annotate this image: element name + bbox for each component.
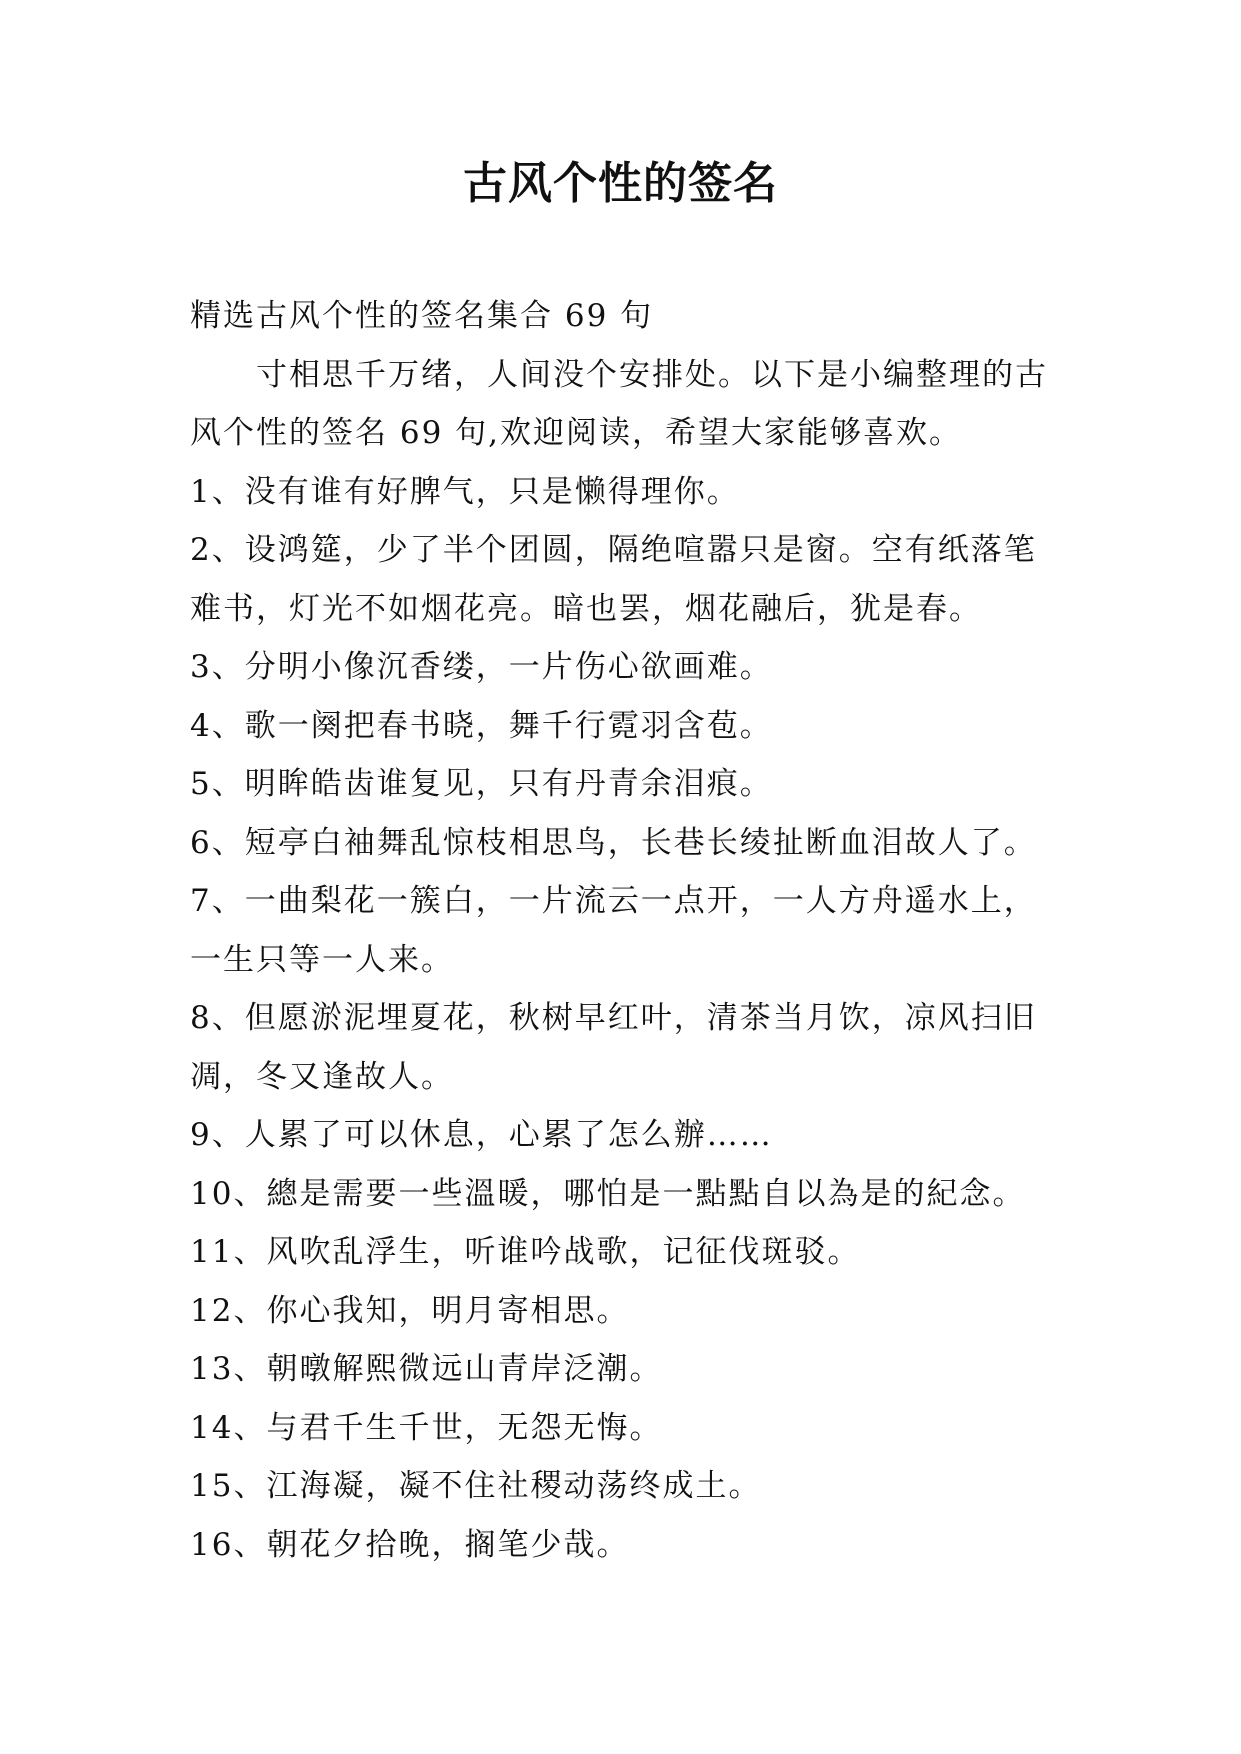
intro-paragraph: 寸相思千万绪，人间没个安排处。以下是小编整理的古风个性的签名 69 句,欢迎阅读，希望大家能够喜欢。 bbox=[190, 356, 1048, 451]
list-item: 4、歌一阕把春书晓，舞千行霓羽含苞。 bbox=[190, 707, 773, 744]
list-item: 1、没有谁有好脾气，只是懒得理你。 bbox=[190, 473, 740, 510]
page-title: 古风个性的签名 bbox=[463, 158, 778, 209]
list-item: 11、风吹乱浮生，听谁吟战歌，记征伐斑驳。 bbox=[190, 1234, 861, 1270]
list-item: 3、分明小像沉香缕，一片伤心欲画难。 bbox=[190, 649, 773, 685]
list-item: 10、總是需要一些溫暖，哪怕是一點點自以為是的紀念。 bbox=[190, 1175, 1026, 1212]
list-item: 5、明眸皓齿谁复见，只有丹青余泪痕。 bbox=[190, 766, 773, 802]
list-item: 8、但愿淤泥埋夏花，秋树早红叶，清茶当月饮，凉风扫旧凋，冬又逢故人。 bbox=[190, 1000, 1037, 1095]
document-body bbox=[190, 287, 1060, 1574]
list-item: 13、朝暾解熙微远山青岸泛潮。 bbox=[190, 1351, 663, 1387]
list-item: 7、一曲梨花一簇白，一片流云一点开，一人方舟遥水上，一生只等一人来。 bbox=[190, 883, 1037, 978]
list-item: 9、人累了可以休息，心累了怎么辦…… bbox=[190, 1117, 773, 1153]
document-subtitle: 精选古风个性的签名集合 69 句 bbox=[190, 298, 654, 334]
list-item: 16、朝花夕拾晚，搁笔少哉。 bbox=[190, 1526, 630, 1563]
list-item: 2、设鸿筵，少了半个团圆，隔绝喧嚣只是窗。空有纸落笔难书，灯光不如烟花亮。暗也罢，烟花融后，犹是春。 bbox=[190, 532, 1037, 627]
list-item: 15、江海凝，凝不住社稷动荡终成土。 bbox=[190, 1468, 762, 1504]
list-item: 12、你心我知，明月寄相思。 bbox=[190, 1292, 630, 1329]
list-item: 14、与君千生千世，无怨无悔。 bbox=[190, 1409, 663, 1446]
list-item: 6、短亭白袖舞乱惊枝相思鸟，长巷长绫扯断血泪故人了。 bbox=[190, 824, 1037, 861]
